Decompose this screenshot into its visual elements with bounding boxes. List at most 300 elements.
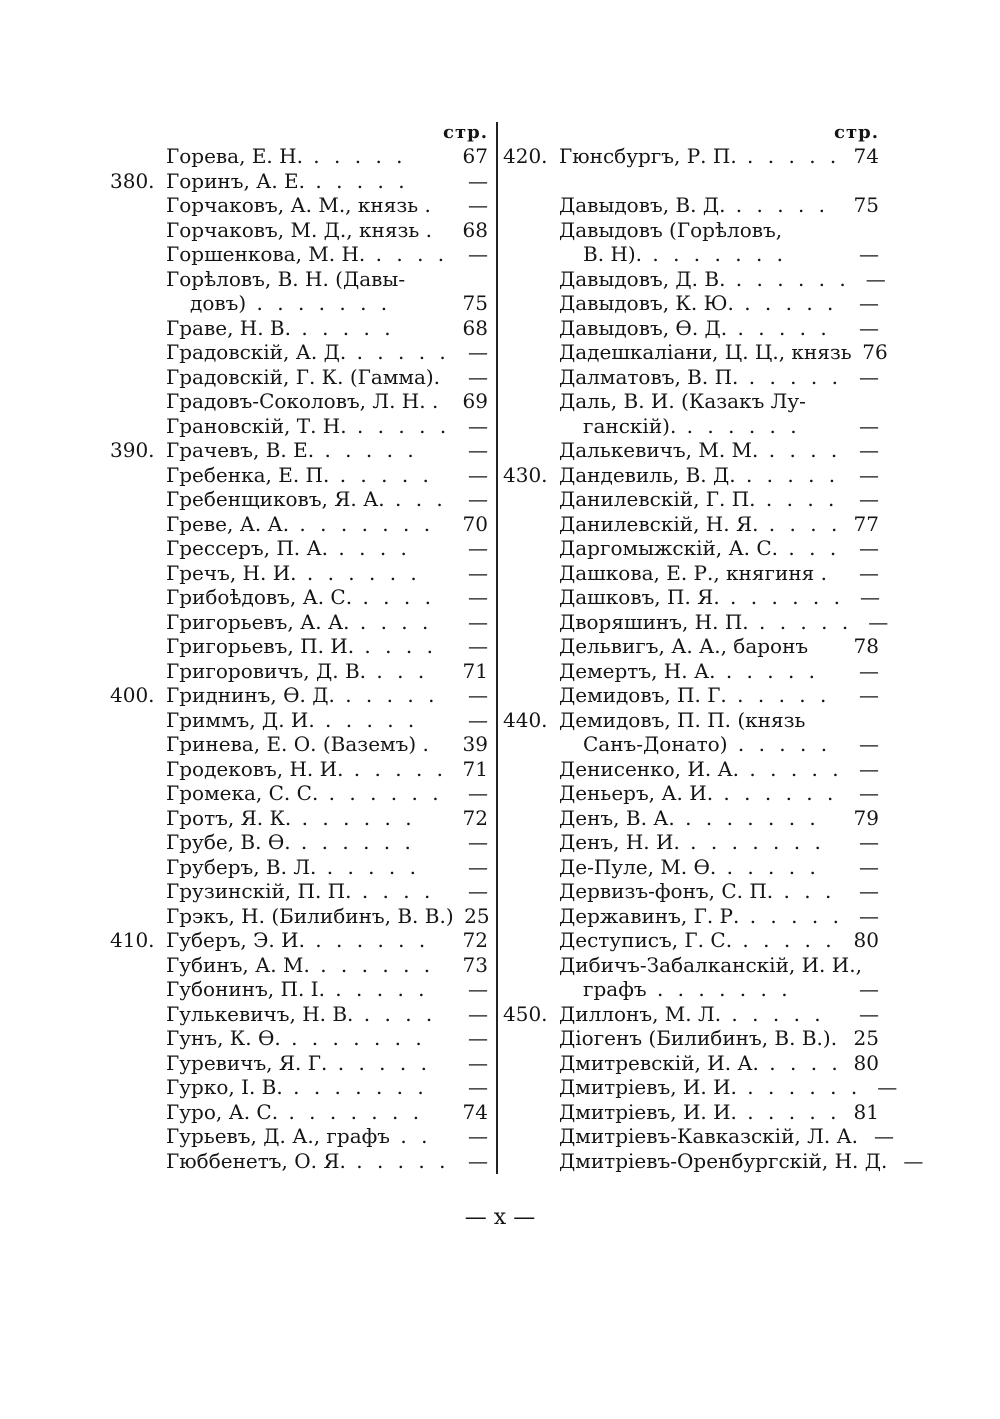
index-entry [503,708,879,733]
entry-page: — [859,536,879,560]
entry-name-text: Грановскій, Т. Н. [166,413,347,438]
entry-page: — [859,1001,879,1026]
entry-page: — [468,854,488,879]
index-entry [110,193,488,218]
entry-name-text: Грэкъ, Н. (Билибинъ, В. В.) [166,903,454,928]
entry-name [166,855,452,880]
entry-name-text: ганскій). [583,413,677,438]
leader-dots: . . . . . [346,340,450,364]
index-entry [503,1124,895,1149]
leader-dots: . . . . . . [736,1075,862,1099]
entry-name [559,561,843,586]
entry-name [166,1149,452,1174]
entry-list [110,144,488,1173]
entry-page: — [468,609,488,634]
entry-name [559,267,850,292]
entry-page: 67 [462,144,488,168]
entry-name [559,757,843,782]
entry-page: — [865,266,886,291]
entry-number: 390. [110,438,155,462]
entry-page: 73 [462,952,488,977]
entry-page: — [859,585,880,609]
entry-name-text: Деступисъ, Г. С. [559,928,733,952]
entry-page: — [859,879,879,903]
entry-name [559,977,843,1002]
leader-dots: . . . . . [716,854,820,879]
entry-page: — [859,756,879,781]
page-column-header: стр. [834,122,879,143]
entry-name-text: Далматовъ, В. П. [559,364,739,389]
entry-name-text: Далькевичъ, М. М. [559,438,759,462]
index-entry [503,169,879,194]
entry-name [559,1051,843,1076]
index-entry [503,1002,879,1027]
index-entry [110,610,488,635]
entry-name [559,340,852,365]
entry-name [166,732,452,757]
entry-name-text: Дмитріевъ, И. И. [559,1099,737,1124]
entry-name-text: Гурко, I. В. [166,1075,283,1099]
entry-name [166,463,452,488]
entry-name-text: Гротъ, Я. К. [166,805,292,830]
leader-dots: . . . . [328,536,411,560]
leader-dots: . . . . . [314,438,418,462]
leader-dots: . . . . . [291,315,395,340]
index-entry [503,609,889,635]
leader-dots: . . . . [349,609,433,634]
entry-page: — [468,1075,488,1099]
entry-page: 69 [462,389,488,413]
entry-name-text: Дервизъ-фонъ, С. П. [559,879,774,903]
entry-name-text: Граве, Н. В. [166,315,291,340]
entry-page: — [859,364,879,389]
entry-name [559,536,843,561]
leader-dots: . . . . . [736,1099,841,1124]
entry-page: — [859,242,879,266]
entry-name-text: Давыдовъ (Горѣловъ, [559,217,783,242]
leader-dots: . . . . [758,511,842,536]
entry-page: — [468,879,488,903]
index-entry [110,1100,488,1125]
entry-number: 420. [503,144,548,168]
entry-page: — [468,977,488,1001]
leader-dots: . . . . . [302,144,407,168]
leader-dots: . . . . . . [725,266,850,291]
entry-page: — [468,536,488,560]
entry-name-text: Давыдовъ, Ѳ. Д. [559,315,728,340]
leader-dots: . . . . . . [309,952,435,977]
entry-name [166,218,452,243]
index-entry [110,316,488,341]
index-entry [503,242,879,267]
entry-name [559,438,843,463]
entry-name [166,953,452,978]
index-entry [110,536,488,561]
entry-name [559,487,843,512]
index-entry [503,316,879,341]
entry-name-text: Дашкова, Е. Р., княгиня . [559,560,827,585]
leader-dots: . . . . [755,487,839,511]
index-entry [110,512,488,537]
leader-dots: . . . . . . . [646,977,792,1001]
entry-name-text: Дмитріевъ-Кавказскій, Л. А. [559,1124,859,1148]
index-entry [110,1124,488,1149]
entry-page: — [468,413,488,438]
entry-page: — [859,830,879,854]
index-entry [503,904,879,929]
entry-name [559,1124,858,1149]
entry-page: 76 [862,340,888,364]
leader-dots: . . . . . [316,854,420,879]
entry-name [166,389,452,414]
entry-page: 78 [853,634,879,658]
entry-page: — [859,413,879,438]
leader-dots: . . . . . . [296,560,421,585]
leader-dots: . . . [384,487,447,511]
entry-page: — [859,291,879,315]
entry-name [166,806,452,831]
entry-name-text: Грачевъ, В. Е. [166,438,315,462]
entry-name [166,634,452,659]
entry-name [559,928,843,953]
leader-dots: . . . . . [345,1148,450,1173]
index-entry [503,512,879,537]
entry-name-text: Денисенко, И. А. [559,756,740,781]
entry-name-text: графъ [583,977,647,1001]
entry-name [559,1100,843,1125]
entry-page: 68 [462,315,488,340]
entry-name [559,855,843,880]
index-entry [110,585,488,610]
index-entry [503,561,879,586]
leader-dots: . . . . . [732,928,836,952]
index-entry [503,487,879,512]
entry-name [559,683,843,708]
entry-name-text: Давыдовъ, В. Д. [559,193,726,217]
entry-name-text: Даргомыжскій, А. С. [559,536,779,560]
entry-name [166,683,452,708]
entry-name-text: Данилевскій, Г. П. [559,487,756,511]
leader-dots: . . . . . [327,1050,431,1075]
entry-page: — [468,830,488,854]
index-entry [110,144,488,169]
index-entry [110,487,488,512]
leader-dots: . . . . [352,585,435,609]
index-entry [503,1100,879,1125]
index-entry [503,438,879,463]
entry-name [559,1075,861,1100]
entry-page: — [859,732,879,756]
entry-name-text: Гринева, Е. О. (Ваземъ) . [166,732,429,756]
leader-dots: . . . . . . [318,781,443,805]
entry-page: 79 [853,805,879,830]
entry-name-text: Грубе, В. Ѳ. [166,830,291,854]
leader-dots: . . . . . [739,903,843,928]
entry-name [166,316,452,341]
entry-name-text: Гурьевъ, Д. А., графъ [166,1124,391,1148]
entry-name [166,659,452,684]
index-entry [503,830,879,855]
leader-dots: . . . . . . . [289,511,435,536]
entry-page: — [859,560,879,585]
entry-name [559,1002,843,1027]
index-entry [503,536,879,561]
entry-page: — [468,634,488,658]
index-entry [503,144,879,169]
entry-name-text: Гродековъ, Н. И. [166,756,344,781]
entry-name-text: Груберъ, В. Л. [166,854,317,879]
entry-name [166,1026,452,1051]
leader-dots: . . . . [351,879,435,903]
entry-name-text: Грузинскій, П. П. [166,879,352,903]
leader-dots: . . . . . . [676,413,801,438]
entry-name-text: Гуревичъ, Я. Г. [166,1050,328,1075]
index-entry [503,1075,898,1100]
index-entry [110,267,488,292]
entry-name [559,953,862,978]
index-entry [503,291,879,316]
entry-name-text: Губеръ, Э. И. [166,928,305,952]
entry-name [166,1100,452,1125]
entry-name-text: Григорьевъ, П. И. [166,634,355,658]
leader-dots: . . . . . . [719,585,844,609]
entry-name-text: Гуро, А. С. [166,1099,279,1124]
index-entry [503,389,879,414]
column-divider [496,122,498,1174]
entry-number: 440. [503,707,548,732]
leader-dots: . . . . . [305,168,409,193]
entry-number: 400. [110,683,155,707]
index-entry [503,659,879,684]
entry-name-text: Дмитріевъ-Оренбургскій, Н. Д. [559,1148,888,1173]
index-entry [110,1002,488,1027]
index-entry [110,561,488,586]
entry-page: 72 [462,805,488,830]
entry-name-text: Демидовъ, П. П. (князь [559,707,806,732]
entry-page: — [859,683,879,707]
entry-page: — [859,903,879,928]
entry-name [166,340,452,365]
index-entry [503,340,888,365]
leader-dots: . . . . [354,634,437,658]
index-column-left [110,122,488,1173]
entry-page: — [468,781,488,805]
entry-name [166,512,452,537]
entry-name-text: Дандевиль, В. Д. [559,462,736,487]
leader-dots: . . . . . [715,658,820,683]
entry-page: 75 [462,291,488,315]
entry-name [166,781,452,806]
entry-page: — [468,1124,488,1148]
index-entry [110,389,488,414]
page-column-header: стр. [443,122,488,143]
entry-name-text: Гречъ, Н. И. [166,560,297,585]
entry-name [166,879,452,904]
entry-name-text: Дельвигъ, А. А., баронъ [559,634,809,658]
index-entry [110,732,488,757]
index-entry [503,585,879,610]
entry-page: — [859,854,879,879]
entry-name-text: Губонинъ, П. I. [166,977,325,1001]
entry-name [166,291,452,316]
index-entry [503,365,879,390]
index-entry [110,463,488,488]
entry-page: — [468,487,488,511]
entry-page: — [859,315,879,340]
index-entry [503,732,879,757]
leader-dots: . . . . . [314,707,419,732]
leader-dots: . . . . . [727,732,832,756]
entry-name [559,463,843,488]
index-entry [110,365,488,390]
leader-dots: . . . . . [738,364,842,389]
entry-name [559,193,843,218]
entry-name [559,218,843,243]
index-entry [110,634,488,659]
entry-name [559,585,844,610]
entry-page: — [859,462,879,487]
entry-page: — [468,438,488,462]
entry-page: — [468,242,488,266]
entry-page: 25 [853,1026,879,1050]
index-entry [110,879,488,904]
entry-page: 71 [462,658,488,683]
index-entry [110,757,488,782]
entry-name-text: Демидовъ, П. Г. [559,683,727,707]
entry-name [559,291,843,316]
entry-name-text: Денъ, Н. И. [559,830,680,854]
index-entry [110,659,488,684]
index-entry [110,904,488,929]
entry-number: 380. [110,168,155,193]
entry-name [166,708,452,733]
entry-name [559,242,843,267]
index-entry [503,928,879,953]
entry-name-text: Горшенкова, М. Н. [166,242,366,266]
entry-page: 77 [853,511,879,536]
index-entry [110,1026,488,1051]
entry-name [559,316,843,341]
entry-name-text: Давыдовъ, Д. В. [559,266,726,291]
index-entry [110,830,488,855]
page-number-footer: — x — [464,1205,536,1230]
entry-name [166,169,452,194]
entry-page: — [468,340,488,364]
entry-name-text: Де-Пуле, М. Ѳ. [559,854,717,879]
entry-name [559,806,843,831]
index-entry [110,977,488,1002]
entry-page: 75 [853,193,879,217]
entry-page: — [468,707,488,732]
entry-page: — [468,1001,488,1026]
entry-page: — [468,585,488,609]
entry-name [166,242,452,267]
entry-name [559,904,843,929]
entry-name-text: Дашковъ, П. Я. [559,585,720,609]
entry-name [559,659,843,684]
entry-page: 68 [462,217,488,242]
entry-page: — [468,683,488,707]
entry-number: 430. [503,462,548,487]
entry-name-text: Гунъ, К. Ѳ. [166,1026,281,1050]
entry-name-text: Греве, А. А. [166,511,290,536]
entry-name [166,1075,452,1100]
index-entry [110,291,488,316]
leader-dots: . . [390,1124,432,1148]
index-entry [503,806,879,831]
entry-name-text: Данилевскій, Н. Я. [559,511,759,536]
entry-name-text: Грессеръ, П. А. [166,536,329,560]
entry-name [166,928,452,953]
entry-name [559,830,843,855]
entry-name [166,487,452,512]
entry-name [559,732,843,757]
index-entry [110,218,488,243]
index-entry [503,218,879,243]
leader-dots: . . . . . . . [278,1099,424,1124]
entry-page: — [868,609,889,634]
entry-name [166,830,452,855]
entry-name-text: Горева, Е. Н. [166,144,303,168]
entry-name-text: Гулькевичъ, Н. В. [166,1001,354,1026]
entry-name-text: Градовскій, Г. К. (Гамма). [166,364,441,389]
index-column-right [503,122,924,1173]
entry-name-text: Гриммъ, Д. И. [166,707,315,732]
leader-dots: . . . . [758,1050,842,1075]
entry-page: — [859,658,879,683]
entry-name [166,438,452,463]
index-entry [110,781,488,806]
entry-name [166,1124,452,1149]
entry-page: — [859,977,879,1001]
entry-page: — [859,781,879,805]
entry-page: 25 [464,903,490,928]
entry-page: — [468,364,488,389]
entry-name-text: Гриднинъ, Ѳ. Д. [166,683,335,707]
entry-page: — [468,193,488,217]
entry-page: — [468,1148,488,1173]
leader-dots: . . . . . [748,609,853,634]
leader-dots: . . . . . . . [642,242,788,266]
index-entry [503,266,886,292]
entry-name-text: довъ) [190,291,247,315]
entry-page: 70 [462,511,488,536]
entry-name-text: Дмитревскій, И. А. [559,1050,759,1075]
leader-dots: . . . . . [736,144,841,168]
entry-name-text: Дмитріевъ, И. И. [559,1075,737,1099]
entry-name [559,1026,843,1051]
entry-name [559,1149,887,1174]
entry-name [166,977,452,1002]
index-entry [503,781,879,806]
entry-page: — [859,487,879,511]
leader-dots: . . . . . . . [282,1075,428,1099]
leader-dots: . . . [773,879,836,903]
leader-dots: . . . . [365,242,449,266]
entry-name-text: Діогенъ (Билибинъ, В. В.). [559,1026,838,1050]
entry-name [559,144,843,169]
index-entry [110,1051,488,1076]
entry-page: — [468,462,488,487]
index-entry [110,169,488,194]
entry-name [166,610,452,635]
index-entry [503,855,879,880]
index-entry [110,683,488,708]
entry-page: — [468,1050,488,1075]
entry-name [559,365,843,390]
entry-name-text: Гребенка, Е. П. [166,462,330,487]
index-entry [503,683,879,708]
